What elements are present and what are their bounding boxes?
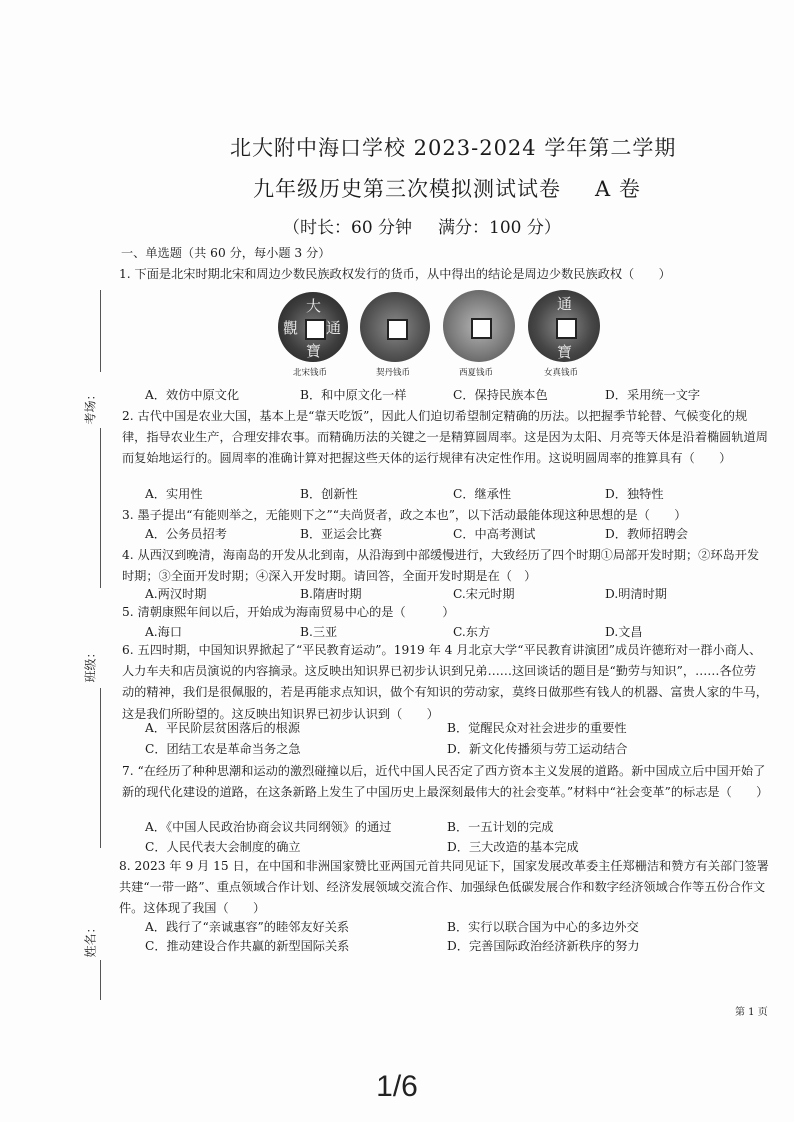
question-3-option-b[interactable]: B．亚运会比赛 [300, 527, 383, 541]
question-4-stem: 4. 从西汉到晚清，海南岛的开发从北到南，从沿海到中部缓慢进行，大致经历了四个时期①局部开发时期；②环岛开发时期；③全面开发时期；④深入开发时期。请回答，全面开发时期是在（ ） [122, 548, 760, 584]
question-6-option-c[interactable]: C．团结工农是革命当务之急 [145, 742, 301, 756]
question-4-option-b[interactable]: B.隋唐时期 [300, 587, 362, 601]
question-1-option-b[interactable]: B．和中原文化一样 [300, 388, 407, 402]
question-3-option-a[interactable]: A．公务员招考 [145, 527, 227, 541]
question-7-option-b[interactable]: B．一五计划的完成 [447, 820, 554, 834]
binding-line [100, 688, 101, 848]
name-label: 姓名： [83, 921, 98, 958]
question-2-option-c[interactable]: C．继承性 [453, 487, 512, 501]
question-2-option-b[interactable]: B．创新性 [300, 487, 358, 501]
question-8-option-a[interactable]: A．践行了“亲诚惠容”的睦邻友好关系 [145, 920, 350, 934]
pager-indicator: 1/6 [376, 1070, 418, 1103]
question-7-stem: 7. “在经历了种种思潮和运动的激烈碰撞以后，近代中国人民否定了西方资本主义发展的道路。新中国成立后中国开始了新的现代化建设的道路，在这条新路上发生了中国历史上最深刻最伟大的社会变革。”材料中“社会变革”的标志是（ ） [122, 764, 769, 800]
question-6-option-a[interactable]: A．平民阶层贫困落后的根源 [145, 721, 301, 735]
question-3-option-d[interactable]: D．教师招聘会 [605, 527, 688, 541]
question-1-option-a[interactable]: A．效仿中原文化 [145, 388, 240, 402]
coin-caption: 契丹钱币 [376, 368, 411, 378]
question-3-option-c[interactable]: C．中高考测试 [453, 527, 536, 541]
question-5-option-a[interactable]: A.海口 [145, 625, 183, 639]
question-2-option-a[interactable]: A．实用性 [145, 487, 203, 501]
question-6-option-b[interactable]: B．觉醒民众对社会进步的重要性 [447, 721, 627, 735]
question-5-option-b[interactable]: B.三亚 [300, 625, 338, 639]
exam-duration: （时长：60 分钟 [283, 218, 413, 238]
exam-title-text: 九年级历史第三次模拟测试试卷 [253, 177, 561, 201]
exam-full-score: 满分：100 分） [438, 218, 561, 238]
coin-image-western-xia [443, 290, 515, 362]
question-2-stem: 2. 古代中国是农业大国，基本上是“靠天吃饭”，因此人们迫切希望制定精确的历法。以把握季节轮替、气候变化的规律，指导农业生产，合理安排农事。而精确历法的关键之一是精算圆周率。这是因为太阳、月亮等天体是沿着椭圆轨道周而复始地运行的。圆周率的准确计算对把握这些天体的运行规律有决定性作用。这说明圆周率的推算具有（ ） [122, 409, 768, 466]
question-4-option-d[interactable]: D.明清时期 [605, 587, 667, 601]
question-4-option-c[interactable]: C.宋元时期 [453, 587, 515, 601]
binding-line [100, 290, 101, 372]
coin-caption: 女真钱币 [544, 368, 579, 378]
coin-caption: 北宋钱币 [293, 368, 328, 378]
question-5-stem: 5. 清朝康熙年间以后，开始成为海南贸易中心的是（ ） [122, 605, 455, 619]
question-8-option-d[interactable]: D．完善国际政治经济新秩序的努力 [447, 939, 640, 953]
question-3-stem: 3. 墨子提出“有能则举之，无能则下之”“夫尚贤者，政之本也”，以下活动最能体现这种思想的是（ ） [122, 508, 687, 522]
exam-title-school: 北大附中海口学校 2023-2024 学年第二学期 [230, 136, 677, 160]
question-6-stem: 6. 五四时期，中国知识界掀起了“平民教育运动”。1919 年 4 月北京大学“平民教育讲演团”成员许德珩对一群小商人、人力车夫和店员演说的内容摘录。这反映出知识界已初步认识到兄弟……这回谈话的题目是“勤劳与知识”，……各位劳动的精神，我们是很佩服的，若是再能求点知识，做个有知识的劳动家，莫终日做那些有钱人的机器、富贵人家的牛马，这是我们所盼望的。这反映出知识界已初步认识到（ ） [122, 643, 768, 721]
page-number-label: 第 1 页 [735, 1007, 768, 1018]
question-8-option-c[interactable]: C．推动建设合作共赢的新型国际关系 [145, 939, 350, 953]
question-5-option-c[interactable]: C.东方 [453, 625, 491, 639]
question-7-option-a[interactable]: A．《中国人民政治协商会议共同纲领》的通过 [145, 820, 392, 834]
coin-image-jurchen: 通 寶 [528, 290, 600, 362]
question-4-option-a[interactable]: A.两汉时期 [145, 587, 207, 601]
question-5-option-d[interactable]: D.文昌 [605, 625, 643, 639]
binding-line [100, 428, 101, 588]
coin-caption: 西夏钱币 [459, 368, 494, 378]
exam-room-label: 考场： [83, 388, 98, 425]
question-6-option-d[interactable]: D．新文化传播须与劳工运动结合 [447, 742, 628, 756]
question-8-stem: 8. 2023 年 9 月 15 日，在中国和非洲国家赞比亚两国元首共同见证下，国家发展改革委主任郑栅洁和赞方有关部门签署共建“一带一路”、重点领域合作计划、经济发展领域交流合作、加强绿色低碳发展合作和数字经济领域合作等五份合作文件。这体现了我国（ ） [119, 859, 769, 916]
question-7-option-d[interactable]: D．三大改造的基本完成 [447, 840, 579, 854]
question-1-option-d[interactable]: D．采用统一文字 [605, 388, 701, 402]
question-7-option-c[interactable]: C．人民代表大会制度的确立 [145, 840, 301, 854]
section-heading: 一、单选题（共 60 分，每小题 3 分） [121, 246, 331, 260]
question-1-stem: 1. 下面是北宋时期北宋和周边少数民族政权发行的货币，从中得出的结论是周边少数民族政权（ ） [119, 267, 671, 281]
question-8-option-b[interactable]: B．实行以联合国为中心的多边外交 [447, 920, 639, 934]
question-2-option-d[interactable]: D．独特性 [605, 487, 664, 501]
paper-version: A 卷 [595, 177, 641, 201]
coin-image-northern-song: 大 通 寶 觀 [278, 292, 348, 362]
exam-meta [283, 213, 561, 238]
binding-line [100, 960, 101, 1000]
question-1-option-c[interactable]: C．保持民族本色 [453, 388, 548, 402]
class-label: 班级： [83, 646, 98, 683]
coin-image-khitan [360, 292, 430, 362]
exam-title-subject [253, 173, 641, 203]
